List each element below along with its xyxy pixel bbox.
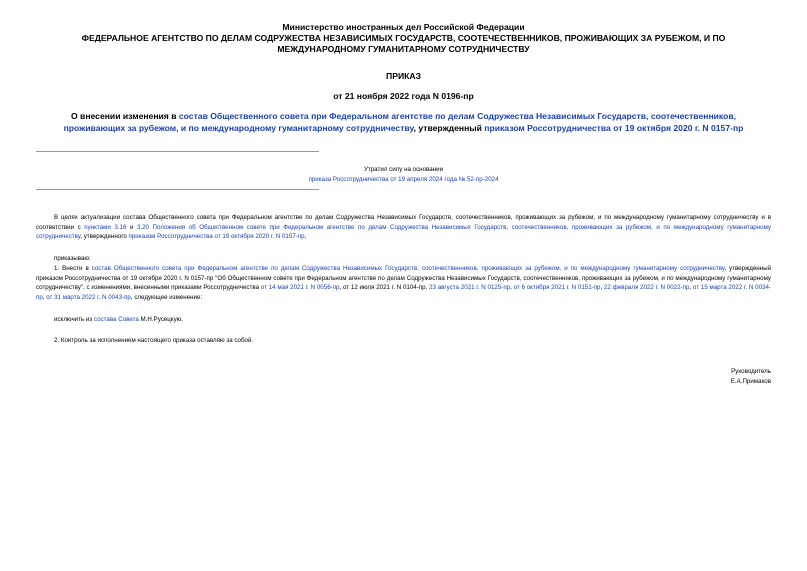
item-1-paragraph (36, 264, 771, 302)
preamble-text-3: , утвержденного (80, 233, 129, 241)
item-1-link-order-0125[interactable]: 23 августа 2021 г. N 0125-пр (429, 284, 511, 292)
document-type: ПРИКАЗ (386, 71, 421, 81)
preamble-link-item-3-16[interactable]: пунктами 3.16 (84, 223, 127, 231)
repeal-link[interactable]: приказа Россотрудничества от 19 апреля 2024 года № 52-пр-2024 (308, 176, 499, 183)
signature-name: Е.А.Примаков (730, 378, 771, 385)
preamble-text-2: и (126, 223, 137, 231)
repeal-note-text: Утратил силу на основании (363, 166, 444, 173)
item-1-link-order-0056[interactable]: от 14 мая 2021 г. N 0056-пр (260, 284, 340, 292)
exclude-text-1: исключить из (54, 316, 94, 323)
item-1-text-6: , (689, 284, 693, 292)
title-link-council-composition[interactable]: состав Общественного совета при Федеральном агентстве по делам Содружества Независимых Государств, соотечественников, проживающих за рубежом, и по международному гуманитарному сотрудничеству (63, 111, 737, 133)
preamble-text-4: , (304, 233, 307, 241)
item-1-link-council-composition[interactable]: состав Общественного совета при Федеральном агентстве по делам Содружества Независимых Государств, соотечественников, проживающих за рубежом, и по международному гуманитарному сотрудничеству (91, 265, 725, 272)
exclude-link-council-composition[interactable]: состава Совета (93, 316, 139, 323)
preamble-text-1: В целях актуализации состава Общественного совета при Федеральном агентстве по делам Содружества Независимых Государств, соотечественников, проживающих за рубежом, и по международному гуманитарному сотрудничеству и в соответствии с (36, 214, 771, 231)
item-1-text-1: 1. Внести в (54, 265, 92, 272)
exclude-text-2: М.Н.Русецкую. (138, 316, 184, 323)
item-1-text-4: , (510, 284, 514, 292)
divider-top (36, 151, 319, 152)
item-1-text-5: , (600, 284, 604, 292)
ministry-name: Министерство иностранных дел Российской Федерации (282, 22, 525, 32)
document-page (36, 22, 771, 134)
document-date-number: от 21 ноября 2022 года N 0196-пр (333, 91, 474, 101)
item-1-text-7: , (42, 293, 47, 301)
item-1-link-order-0034[interactable]: от 15 марта 2022 г. N 0034-пр (36, 284, 771, 301)
order-word: приказываю: (54, 255, 91, 262)
item-1-link-order-0043[interactable]: от 31 марта 2022 г. N 0043-пр (46, 293, 131, 301)
title-text-2: , утвержденный (413, 122, 485, 133)
divider-bottom (36, 189, 319, 190)
item-1-link-order-0151[interactable]: от 6 октября 2021 г. N 0151-пр (513, 284, 601, 292)
item-1-text-3: , от 12 июля 2021 г. N 0104-пр, (339, 284, 430, 292)
preamble-link-order-0157[interactable]: приказом Россотрудничества от 19 октября 2020 г. N 0157-пр (128, 233, 305, 241)
item-2-paragraph: 2. Контроль за исполнением настоящего приказа оставляю за собой. (54, 337, 254, 344)
document-title (36, 111, 771, 134)
preamble-link-regulation-3-20[interactable]: 3.20 Положения об Общественном совете при Федеральном агентстве по делам Содружества Независимых Государств, соотечественников, проживающих за рубежом, и по международному гуманитарному сотрудничеству (36, 223, 771, 241)
title-link-order-0157[interactable]: приказом Россотрудничества от 19 октября 2020 г. N 0157-пр (484, 122, 744, 133)
preamble-paragraph (36, 213, 771, 242)
signature-block (731, 367, 771, 387)
item-1-text-2: , утвержденный приказом Россотрудничества от 19 октября 2020 г. N 0157-пр "Об Общественном совете при Федеральном агентстве по делам Содружества Независимых Государств, соотечественников, проживающих за рубежом, и по международному гуманитарному сотрудничеству", с изменениями, внесенными приказами Россотрудничества (36, 265, 771, 292)
agency-name: ФЕДЕРАЛЬНОЕ АГЕНТСТВО ПО ДЕЛАМ СОДРУЖЕСТВА НЕЗАВИСИМЫХ ГОСУДАРСТВ, СООТЕЧЕСТВЕННИКОВ, ПРОЖИВАЮЩИХ ЗА РУБЕЖОМ, И ПО МЕЖДУНАРОДНОМУ ГУМАНИТАРНОМУ СОТРУДНИЧЕСТВУ (81, 33, 726, 54)
exclude-paragraph (54, 315, 754, 325)
title-text-1: О внесении изменения в (70, 111, 179, 121)
item-1-link-order-0022[interactable]: 22 февраля 2022 г. N 0022-пр (603, 284, 690, 292)
document-header (36, 22, 771, 55)
item-1-text-8: , следующее изменение: (130, 293, 203, 301)
signature-position: Руководитель (731, 368, 771, 375)
repeal-note (36, 166, 771, 184)
